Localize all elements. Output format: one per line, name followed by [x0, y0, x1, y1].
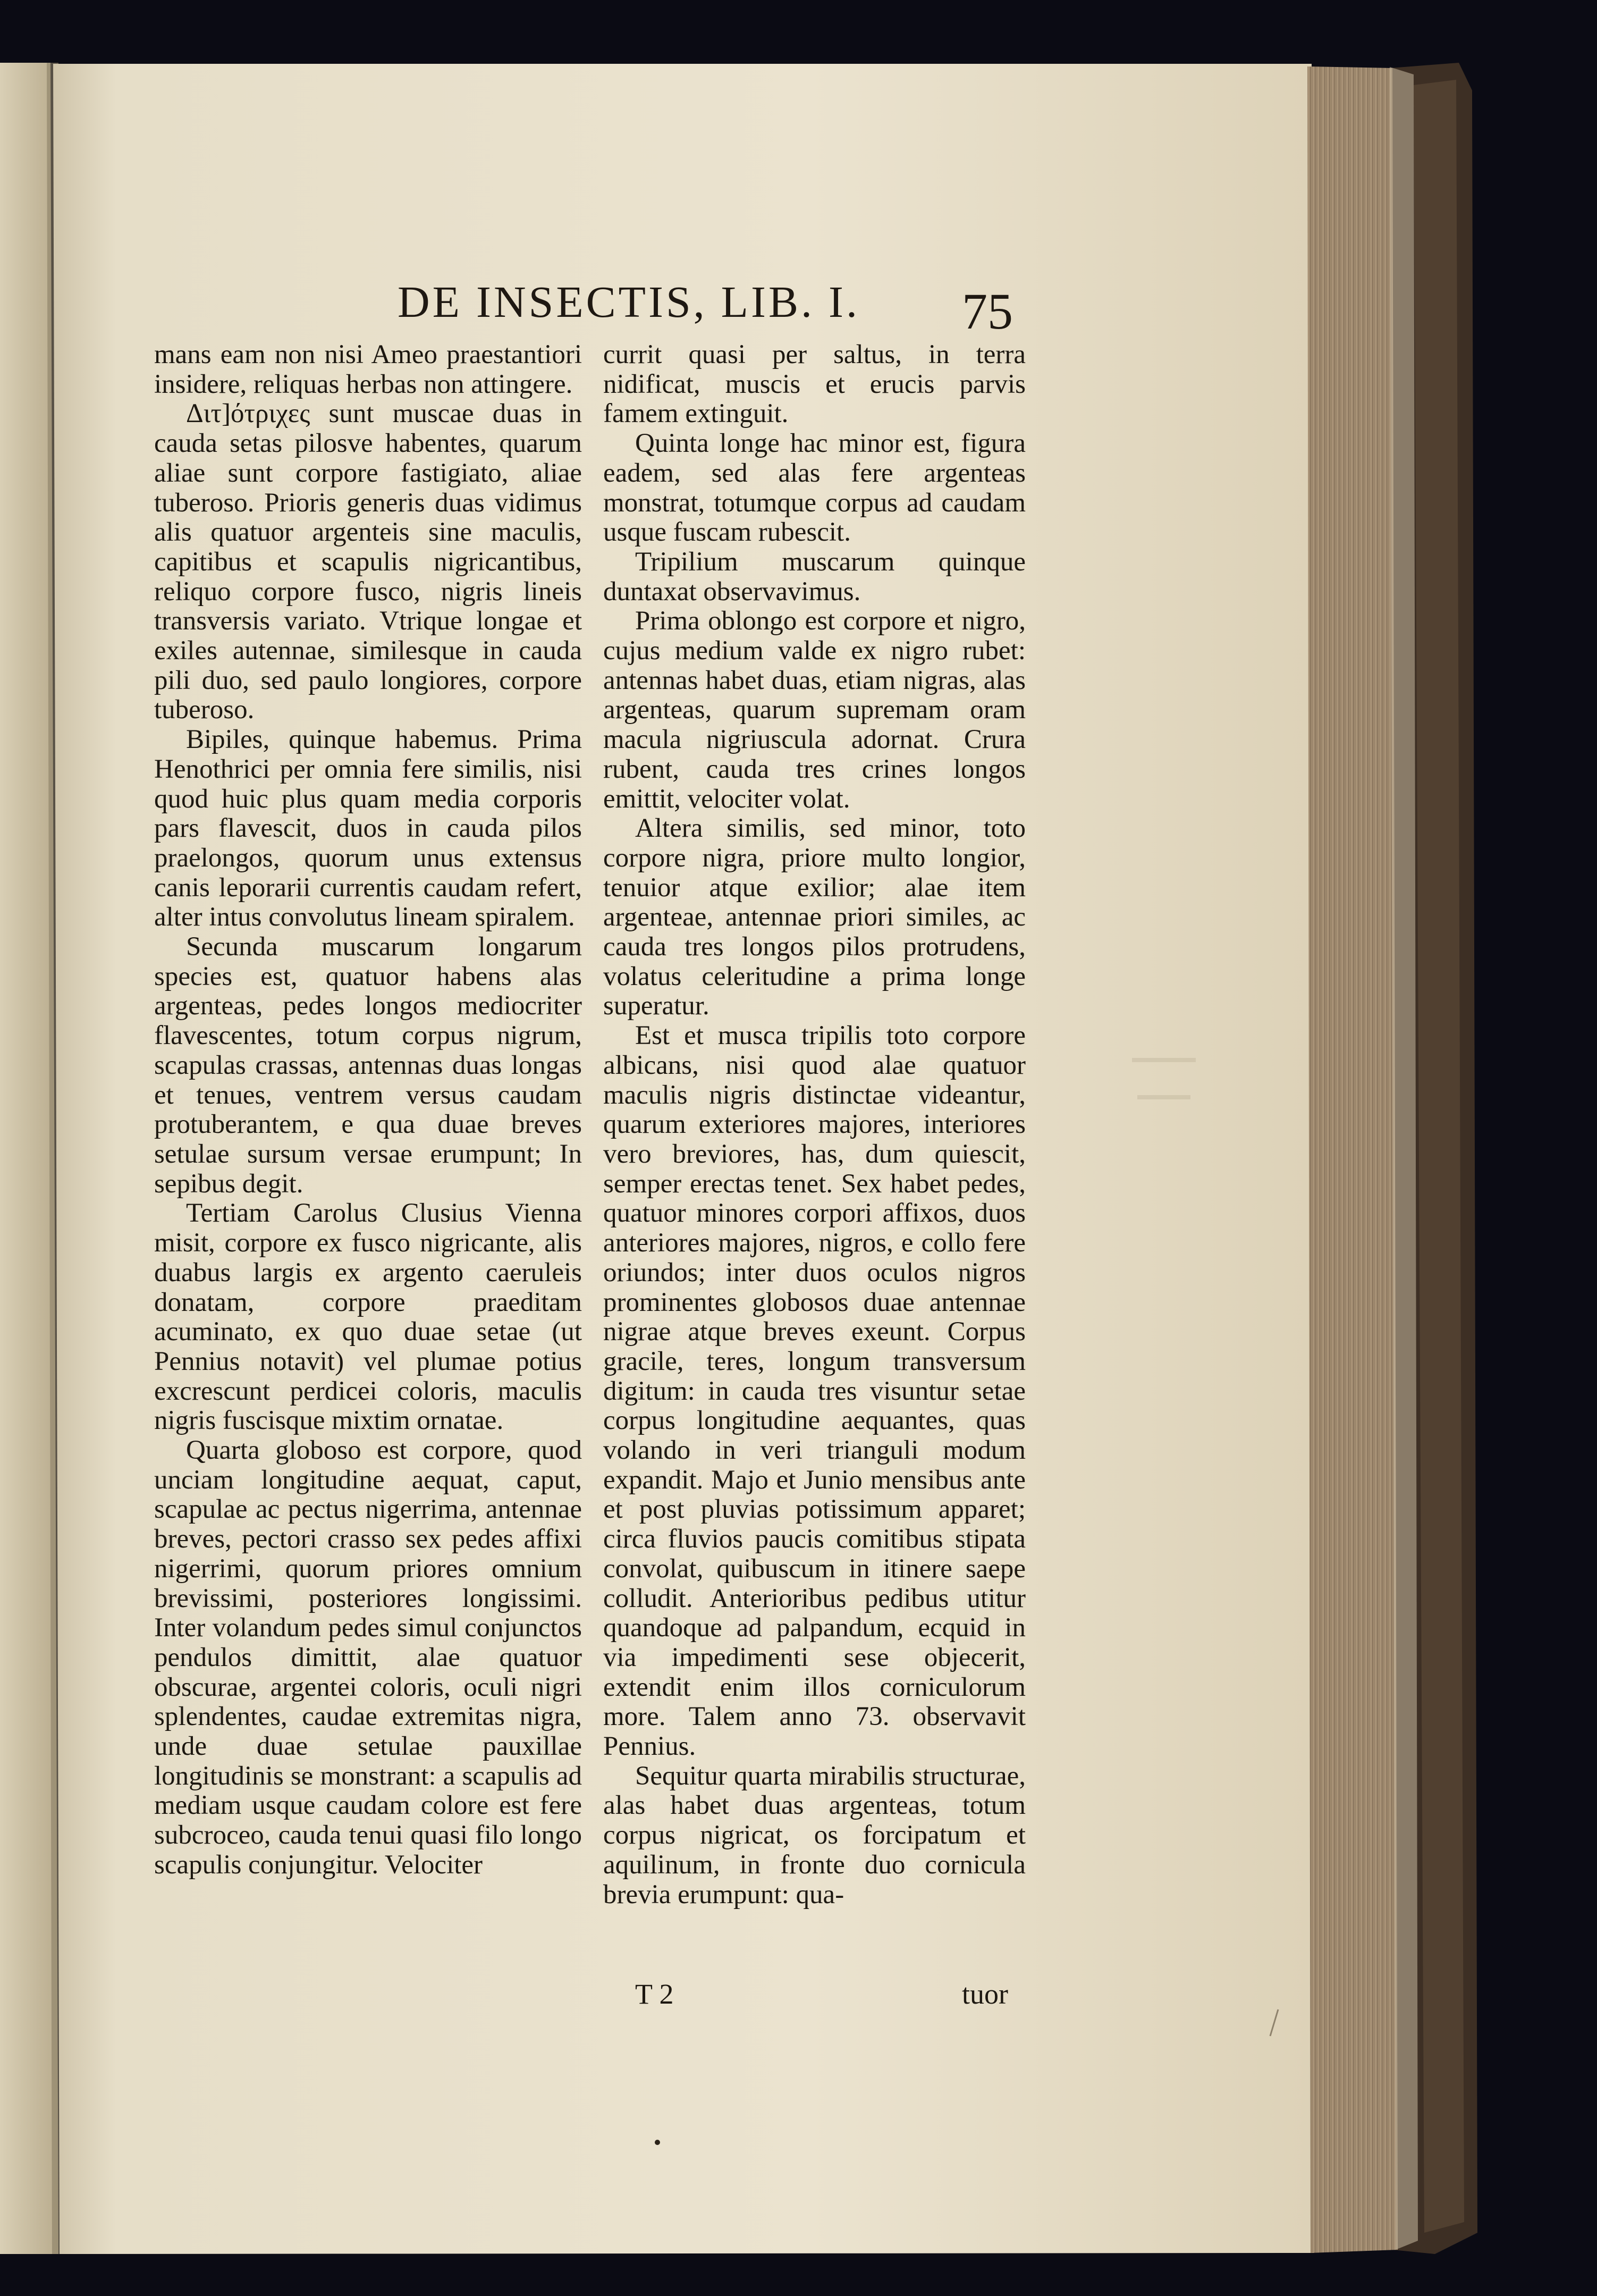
- paragraph: Altera similis, sed minor, toto corpore nigra, priore multo longior, tenuior atque exilior; alae item argenteae, antennae priori similes, ac cauda tres longos pilos protrudens, volatus celeritudine a prima longe superatur.: [603, 813, 1026, 1021]
- paragraph: Est et musca tripilis toto corpore albicans, nisi quod alae quatuor maculis nigris distinctae videantur, quarum exteriores majores, interiores vero breviores, has, dum quiescit, semper erectas tenet. Sex habet pedes, quatuor minores corpori affixos, duos anteriores majores, nigros, e collo fere oriundos; inter duos oculos nigros prominentes globosos duae antennae nigrae atque breves exeunt. Corpus gracile, teres, longum transversum digitum: in cauda tres visuntur setae corpus longitudine aequantes, quas volando in veri trianguli modum expandit. Majo et Junio mensibus ante et post pluvias potissimum apparet; circa fluvios paucis comitibus stipata convolat, quibuscum in itinere saepe colludit. Anterioribus pedibus utitur quandoque ad palpandum, ecquid in via impedimenti sese objecerit, extendit enim illos corniculorum more. Talem anno 73. observavit Pennius.: [603, 1021, 1026, 1762]
- page-number: 75: [962, 283, 1013, 340]
- paragraph: Tertiam Carolus Clusius Vienna misit, corpore ex fusco nigricante, alis duabus largis ex argento caeruleis donatam, corpore praeditam acuminato, ex quo duae setae (ut Pennius notavit) vel plumae potius excrescunt perdicei coloris, maculis nigris fuscisque mixtim ornatae.: [154, 1198, 582, 1436]
- ink-speck: [655, 2140, 660, 2145]
- left-column: [154, 340, 582, 1880]
- paragraph: Διτ]ότριχες sunt muscae duas in cauda setas pilosve habentes, quarum aliae sunt corpore fastigiato, aliae tuberoso. Prioris generis duas vidimus alis quatuor argenteis sine maculis, capitibus et scapulis nigricantibus, reliquo corpore fusco, nigris lineis transversis variato. Vtrique longae et exiles autennae, similesque in cauda pili duo, sed paulo longiores, corpore tuberoso.: [154, 399, 582, 725]
- signature-mark: T 2: [635, 1978, 674, 2010]
- paragraph: Bipiles, quinque habemus. Prima Henothrici per omnia fere similis, nisi quod huic plus quam media corporis pars flavescit, duos in cauda pilos praelongos, quorum unus extensus canis leporarii currentis caudam refert, alter intus convolutus lineam spiralem.: [154, 725, 582, 932]
- paragraph: Tripilium muscarum quinque duntaxat observavimus.: [603, 546, 1026, 607]
- paragraph: currit quasi per saltus, in terra nidificat, muscis et erucis parvis famem extinguit.: [603, 340, 1026, 429]
- fore-edge: [1307, 66, 1398, 2253]
- catchword: tuor: [962, 1978, 1008, 2010]
- paragraph: Quinta longe hac minor est, figura eadem, sed alas fere argenteas monstrat, totumque corpus ad caudam usque fuscam rubescit.: [603, 428, 1026, 548]
- paragraph: Quarta globoso est corpore, quod unciam longitudine aequat, caput, scapulae ac pectus nigerrima, antennae breves, pectori crasso sex pedes affixi nigerrimi, quorum priores omnium brevissimi, posteriores longissimi. Inter volandum pedes simul conjunctos pendulos dimittit, alae quatuor obscurae, argentei coloris, oculi nigri splendentes, caudae extremitas nigra, unde duae setulae pauxillae longitudinis se monstrant: a scapulis ad mediam usque caudam colore est fere subcroceo, cauda tenui quasi filo longo scapulis conjungitur. Velociter: [154, 1435, 582, 1880]
- right-column: [603, 340, 1026, 1910]
- paragraph: Sequitur quarta mirabilis structurae, alas habet duas argenteas, totum corpus nigricat, os forcipatum et aquilinum, in fronte duo cornicula brevia erumpunt: qua-: [603, 1761, 1026, 1910]
- running-head: DE INSECTIS, LIB. I.: [398, 277, 860, 327]
- paragraph: Prima oblongo est corpore et nigro, cujus medium valde ex nigro rubet: antennas habet duas, etiam nigras, alas argenteas, quarum supremam oram macula nigriuscula adornat. Crura rubent, cauda tres crines longos emittit, velociter volat.: [603, 606, 1026, 814]
- paragraph: Secunda muscarum longarum species est, quatuor habens alas argenteas, pedes longos mediocriter flavescentes, totum corpus nigrum, scapulas crassas, antennas duas longas et tenues, ventrem versus caudam protuberantem, e qua duae breves setulae sursum versae erumpunt; In sepibus degit.: [154, 932, 582, 1199]
- paragraph: mans eam non nisi Ameo praestantiori insidere, reliquas herbas non attingere.: [154, 340, 582, 399]
